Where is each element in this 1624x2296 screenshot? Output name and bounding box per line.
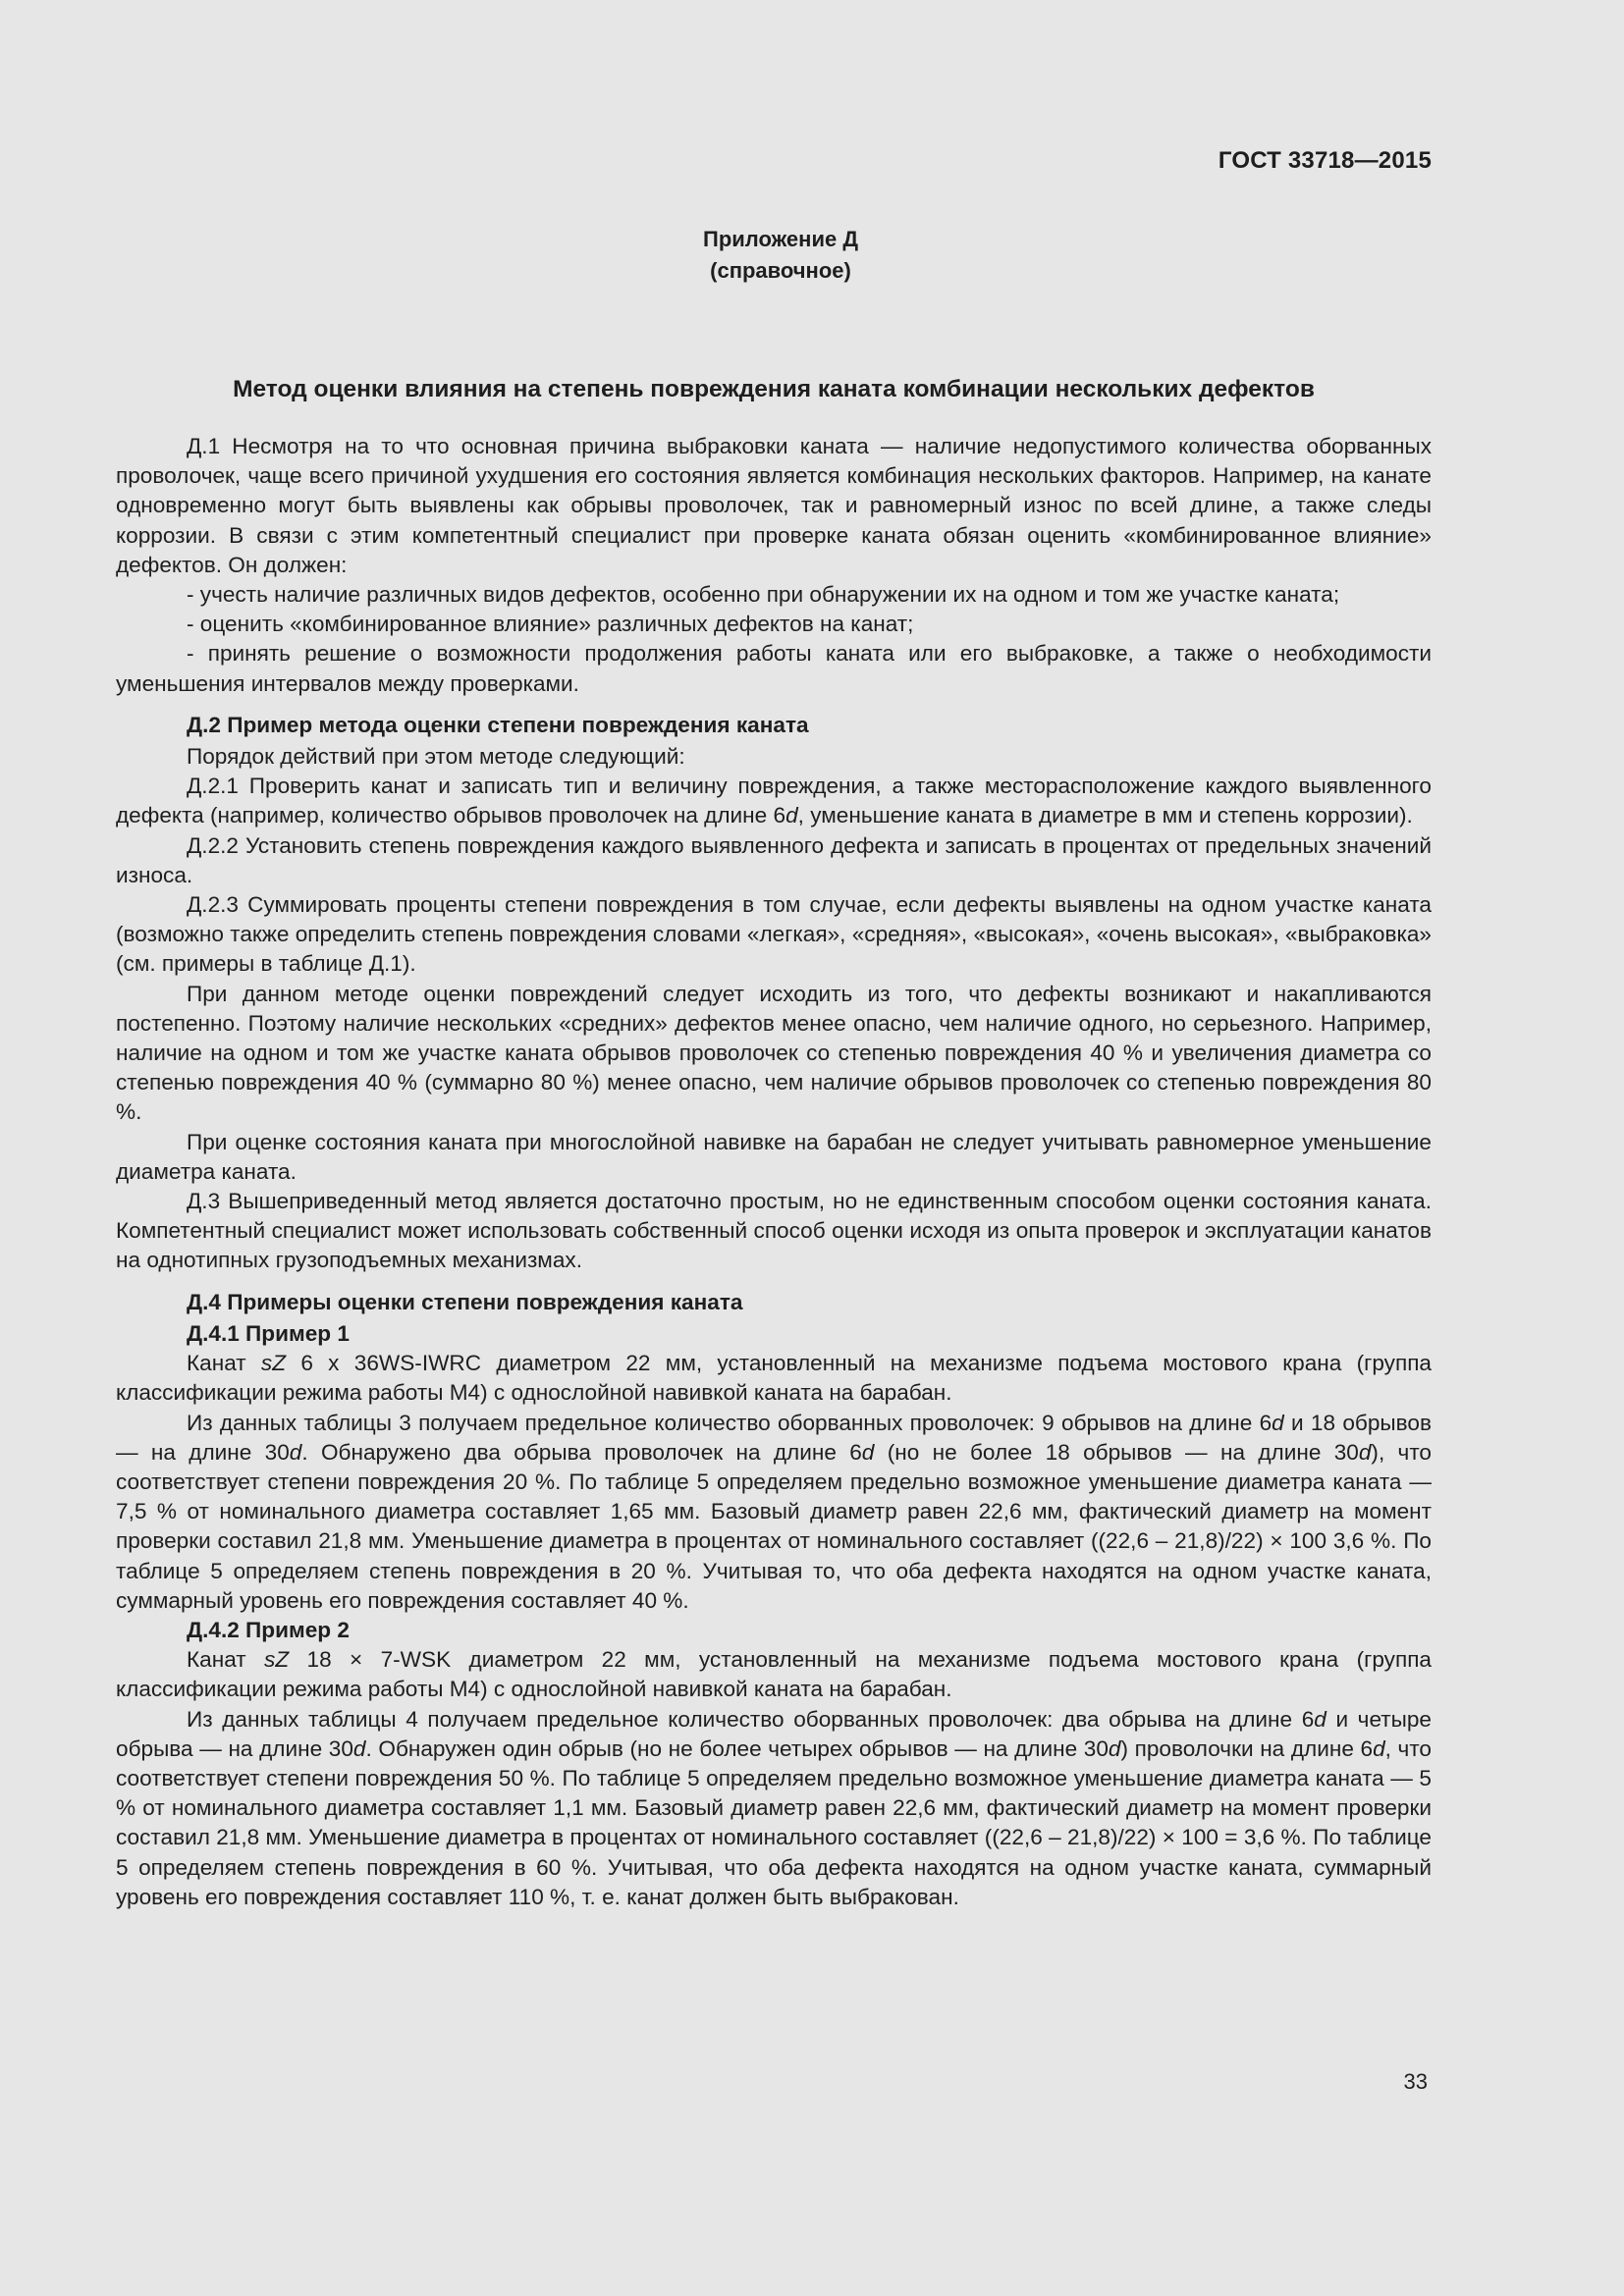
paragraph-d1: Д.1 Несмотря на то что основная причина выбраковки каната — наличие недопустимого количества оборванных проволочек, чаще всего причиной ухудшения его состояния является комбинация нескольких факторов. Например, на канате одновременно могут быть выявлены как обрывы проволочек, так и равномерный износ по всей длине, а также следы коррозии. В связи с этим компетентный специалист при проверке каната обязан оценить «комбинированное влияние» дефектов. Он должен: (116, 434, 1432, 577)
paragraph-multilayer: При оценке состояния каната при многослойной навивке на барабан не следует учитывать равномерное уменьшение диаметра каната. (116, 1129, 1432, 1184)
heading-example-2: Д.4.2 Пример 2 (187, 1617, 350, 1642)
section-title: Метод оценки влияния на степень повреждения каната комбинации нескольких дефектов (233, 376, 1315, 402)
heading-example-1: Д.4.1 Пример 1 (187, 1320, 350, 1346)
list-item: - оценить «комбинированное влияние» различных дефектов на канат; (187, 612, 914, 637)
paragraph-method: При данном методе оценки повреждений следует исходить из того, что дефекты возникают и накапливаются постепенно. Поэтому наличие нескольких «средних» дефектов менее опасно, чем наличие одного, но серьезного. Например, наличие на одном и том же участке каната обрывов проволочек со степенью повреждения 40 % и увеличения диаметра со степенью повреждения 40 % (суммарно 80 %) менее опасно, чем наличие обрывов проволочек со степенью повреждения 80 %. (116, 981, 1432, 1125)
heading-d2: Д.2 Пример метода оценки степени повреждения каната (187, 712, 809, 737)
paragraph-d2-3: Д.2.3 Суммировать проценты степени повреждения в том случае, если дефекты выявлены на одном участке каната (возможно также определить степень повреждения словами «легкая», «средняя», «высокая», «очень высокая», «выбраковка» (см. примеры в таблице Д.1). (116, 892, 1432, 977)
paragraph-example-2-calc: Из данных таблицы 4 получаем предельное количество оборванных проволочек: два обрыва на длине 6d и четыре обрыва — на длине 30d. Обнаружен один обрыв (но не более четырех обрывов — на длине 30d) проволочки на длине 6d, что соответствует степени повреждения 50 %. По таблице 5 определяем предельно возможное уменьшение диаметра каната — 5 % от номинального диаметра составляет 1,1 мм. Базовый диаметр равен 22,6 мм, фактический диаметр на момент проверки составил 21,8 мм. Уменьшение диаметра в процентах от номинального составляет ((22,6 – 21,8)/22) × 100 = 3,6 %. По таблице 5 определяем степень повреждения в 60 %. Учитывая, что оба дефекта находятся на одном участке каната, суммарный уровень его повреждения составляет 110 %, т. е. канат должен быть выбракован. (116, 1706, 1432, 1909)
paragraph-d3: Д.3 Вышеприведенный метод является достаточно простым, но не единственным способом оценки состояния каната. Компетентный специалист может использовать собственный способ оценки исходя из опыта проверок и эксплуатации канатов на однотипных грузоподъемных механизмах. (116, 1189, 1432, 1273)
standard-code: ГОСТ 33718—2015 (1218, 147, 1432, 174)
paragraph-d2-1: Д.2.1 Проверить канат и записать тип и величину повреждения, а также месторасположение каждого выявленного дефекта (например, количество обрывов проволочек на длине 6d, уменьшение каната в диаметре в мм и степень коррозии). (116, 774, 1432, 828)
paragraph-example-1-calc: Из данных таблицы 3 получаем предельное количество оборванных проволочек: 9 обрывов на длине 6d и 18 обрывов — на длине 30d. Обнаружено два обрыва проволочек на длине 6d (но не более 18 обрывов — на длине 30d), что соответствует степени повреждения 20 %. По таблице 5 определяем предельно возможное уменьшение диаметра каната — 7,5 % от номинального диаметра составляет 1,65 мм. Базовый диаметр равен 22,6 мм, фактический диаметр на момент проверки составил 21,8 мм. Уменьшение диаметра в процентах от номинального составляет ((22,6 – 21,8)/22) × 100 3,6 %. По таблице 5 определяем степень повреждения в 20 %. Учитывая то, что оба дефекта находятся на одном участке каната, суммарный уровень его повреждения составляет 40 %. (116, 1410, 1432, 1613)
paragraph-example-2-rope: Канат sZ 18 × 7-WSK диаметром 22 мм, установленный на механизме подъема мостового крана (группа классификации режима работы М4) с однослойной навивкой каната на барабан. (116, 1647, 1433, 1702)
list-item: - принять решение о возможности продолжения работы каната или его выбраковке, а также о необходимости уменьшения интервалов между проверками. (116, 641, 1432, 696)
heading-d4: Д.4 Примеры оценки степени повреждения каната (187, 1289, 743, 1314)
paragraph-d2-2: Д.2.2 Установить степень повреждения каждого выявленного дефекта и записать в процентах от предельных значений износа. (116, 832, 1432, 887)
paragraph-d2-intro: Порядок действий при этом методе следующий: (187, 744, 685, 770)
appendix-title: Приложение Д (703, 227, 858, 251)
list-item: - учесть наличие различных видов дефектов, особенно при обнаружении их на одном и том же участке каната; (187, 582, 1340, 608)
body-text (116, 432, 1432, 1912)
paragraph-example-1-rope: Канат sZ 6 x 36WS-IWRC диаметром 22 мм, установленный на механизме подъема мостового крана (группа классификации режима работы М4) с однослойной навивкой каната на барабан. (116, 1351, 1433, 1406)
appendix-subtitle: (справочное) (710, 258, 851, 283)
page-number: 33 (1403, 2069, 1428, 2094)
appendix-heading (0, 224, 1561, 287)
